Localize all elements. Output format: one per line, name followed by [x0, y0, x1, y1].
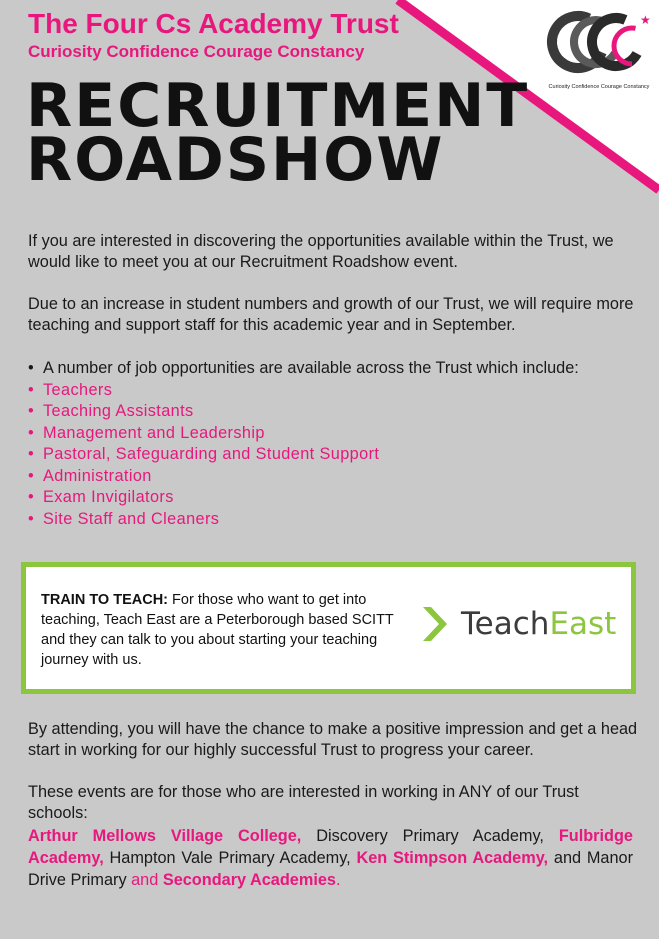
- school-name: and Manor Drive Primary: [28, 849, 633, 889]
- list-item: • Teaching Assistants: [28, 402, 194, 420]
- train-to-teach-label: TRAIN TO TEACH:: [41, 592, 169, 608]
- headline-line-1: RECRUITMENT: [26, 71, 530, 141]
- train-to-teach-body: For those who want to get into teaching, Teach East are a Peterborough based SCITT and they can talk to you about starting your teaching journey with us.: [41, 592, 394, 668]
- list-item: • Management and Leadership: [28, 423, 265, 442]
- schools-list: [28, 825, 633, 891]
- attending-paragraph: By attending, you will have the chance to make a positive impression and get a head start in working for our highly successful Trust to progress your career.: [28, 720, 638, 759]
- school-name: Fulbridge Academy,: [28, 827, 633, 867]
- job-item-text: Exam Invigilators: [43, 488, 174, 506]
- list-item: • Pastoral, Safeguarding and Student Support: [28, 445, 380, 463]
- school-name: Hampton Vale Primary Academy,: [103, 849, 357, 867]
- school-punct: .: [335, 871, 341, 889]
- four-cs-logo-icon: [544, 4, 654, 84]
- growth-paragraph: Due to an increase in student numbers and growth of our Trust, we will require more teaching and support staff for this academic year and in September.: [28, 295, 634, 334]
- job-item-text: Management and Leadership: [43, 423, 265, 442]
- headline-line-2: ROADSHOW: [26, 125, 445, 195]
- job-item-text: Administration: [43, 466, 152, 485]
- school-name: Arthur Mellows Village College,: [28, 827, 302, 845]
- teach-east-word-2: East: [549, 606, 617, 642]
- org-tagline: Curiosity Confidence Courage Constancy: [28, 42, 365, 61]
- teach-east-wordmark: [461, 606, 616, 642]
- school-connector: and: [131, 871, 163, 889]
- chevron-right-icon: [421, 603, 451, 645]
- list-item: • Site Staff and Cleaners: [28, 509, 220, 528]
- intro-paragraph: If you are interested in discovering the opportunities available within the Trust, we would like to meet you at our Recruitment Roadshow event.: [28, 232, 614, 271]
- job-list: [28, 358, 648, 530]
- teach-east-word-1: Teach: [461, 606, 550, 642]
- job-item-text: Pastoral, Safeguarding and Student Support: [43, 445, 380, 463]
- events-paragraph: These events are for those who are interested in working in ANY of our Trust schools:: [28, 783, 579, 822]
- list-item: • Exam Invigilators: [28, 488, 174, 506]
- job-item-text: Teachers: [43, 380, 113, 399]
- school-name: Ken Stimpson Academy,: [356, 849, 549, 867]
- list-item: • Administration: [28, 466, 152, 485]
- logo-caption: Curiosity Confidence Courage Constancy: [548, 84, 650, 90]
- teach-east-logo: [421, 603, 621, 645]
- school-name: Secondary Academies: [162, 871, 336, 889]
- train-to-teach-text: [41, 590, 396, 670]
- list-item: • Teachers: [28, 380, 113, 399]
- job-list-lead-text: A number of job opportunities are available across the Trust which include:: [43, 359, 579, 377]
- job-list-lead: • A number of job opportunities are available across the Trust which include:: [28, 359, 579, 377]
- job-item-text: Site Staff and Cleaners: [43, 509, 220, 528]
- train-to-teach-box: [21, 562, 636, 694]
- svg-text:★: ★: [640, 13, 651, 27]
- org-name: The Four Cs Academy Trust: [28, 8, 399, 39]
- trust-logo: [544, 4, 654, 96]
- job-item-text: Teaching Assistants: [43, 402, 194, 420]
- school-name: Discovery Primary Academy,: [301, 827, 559, 845]
